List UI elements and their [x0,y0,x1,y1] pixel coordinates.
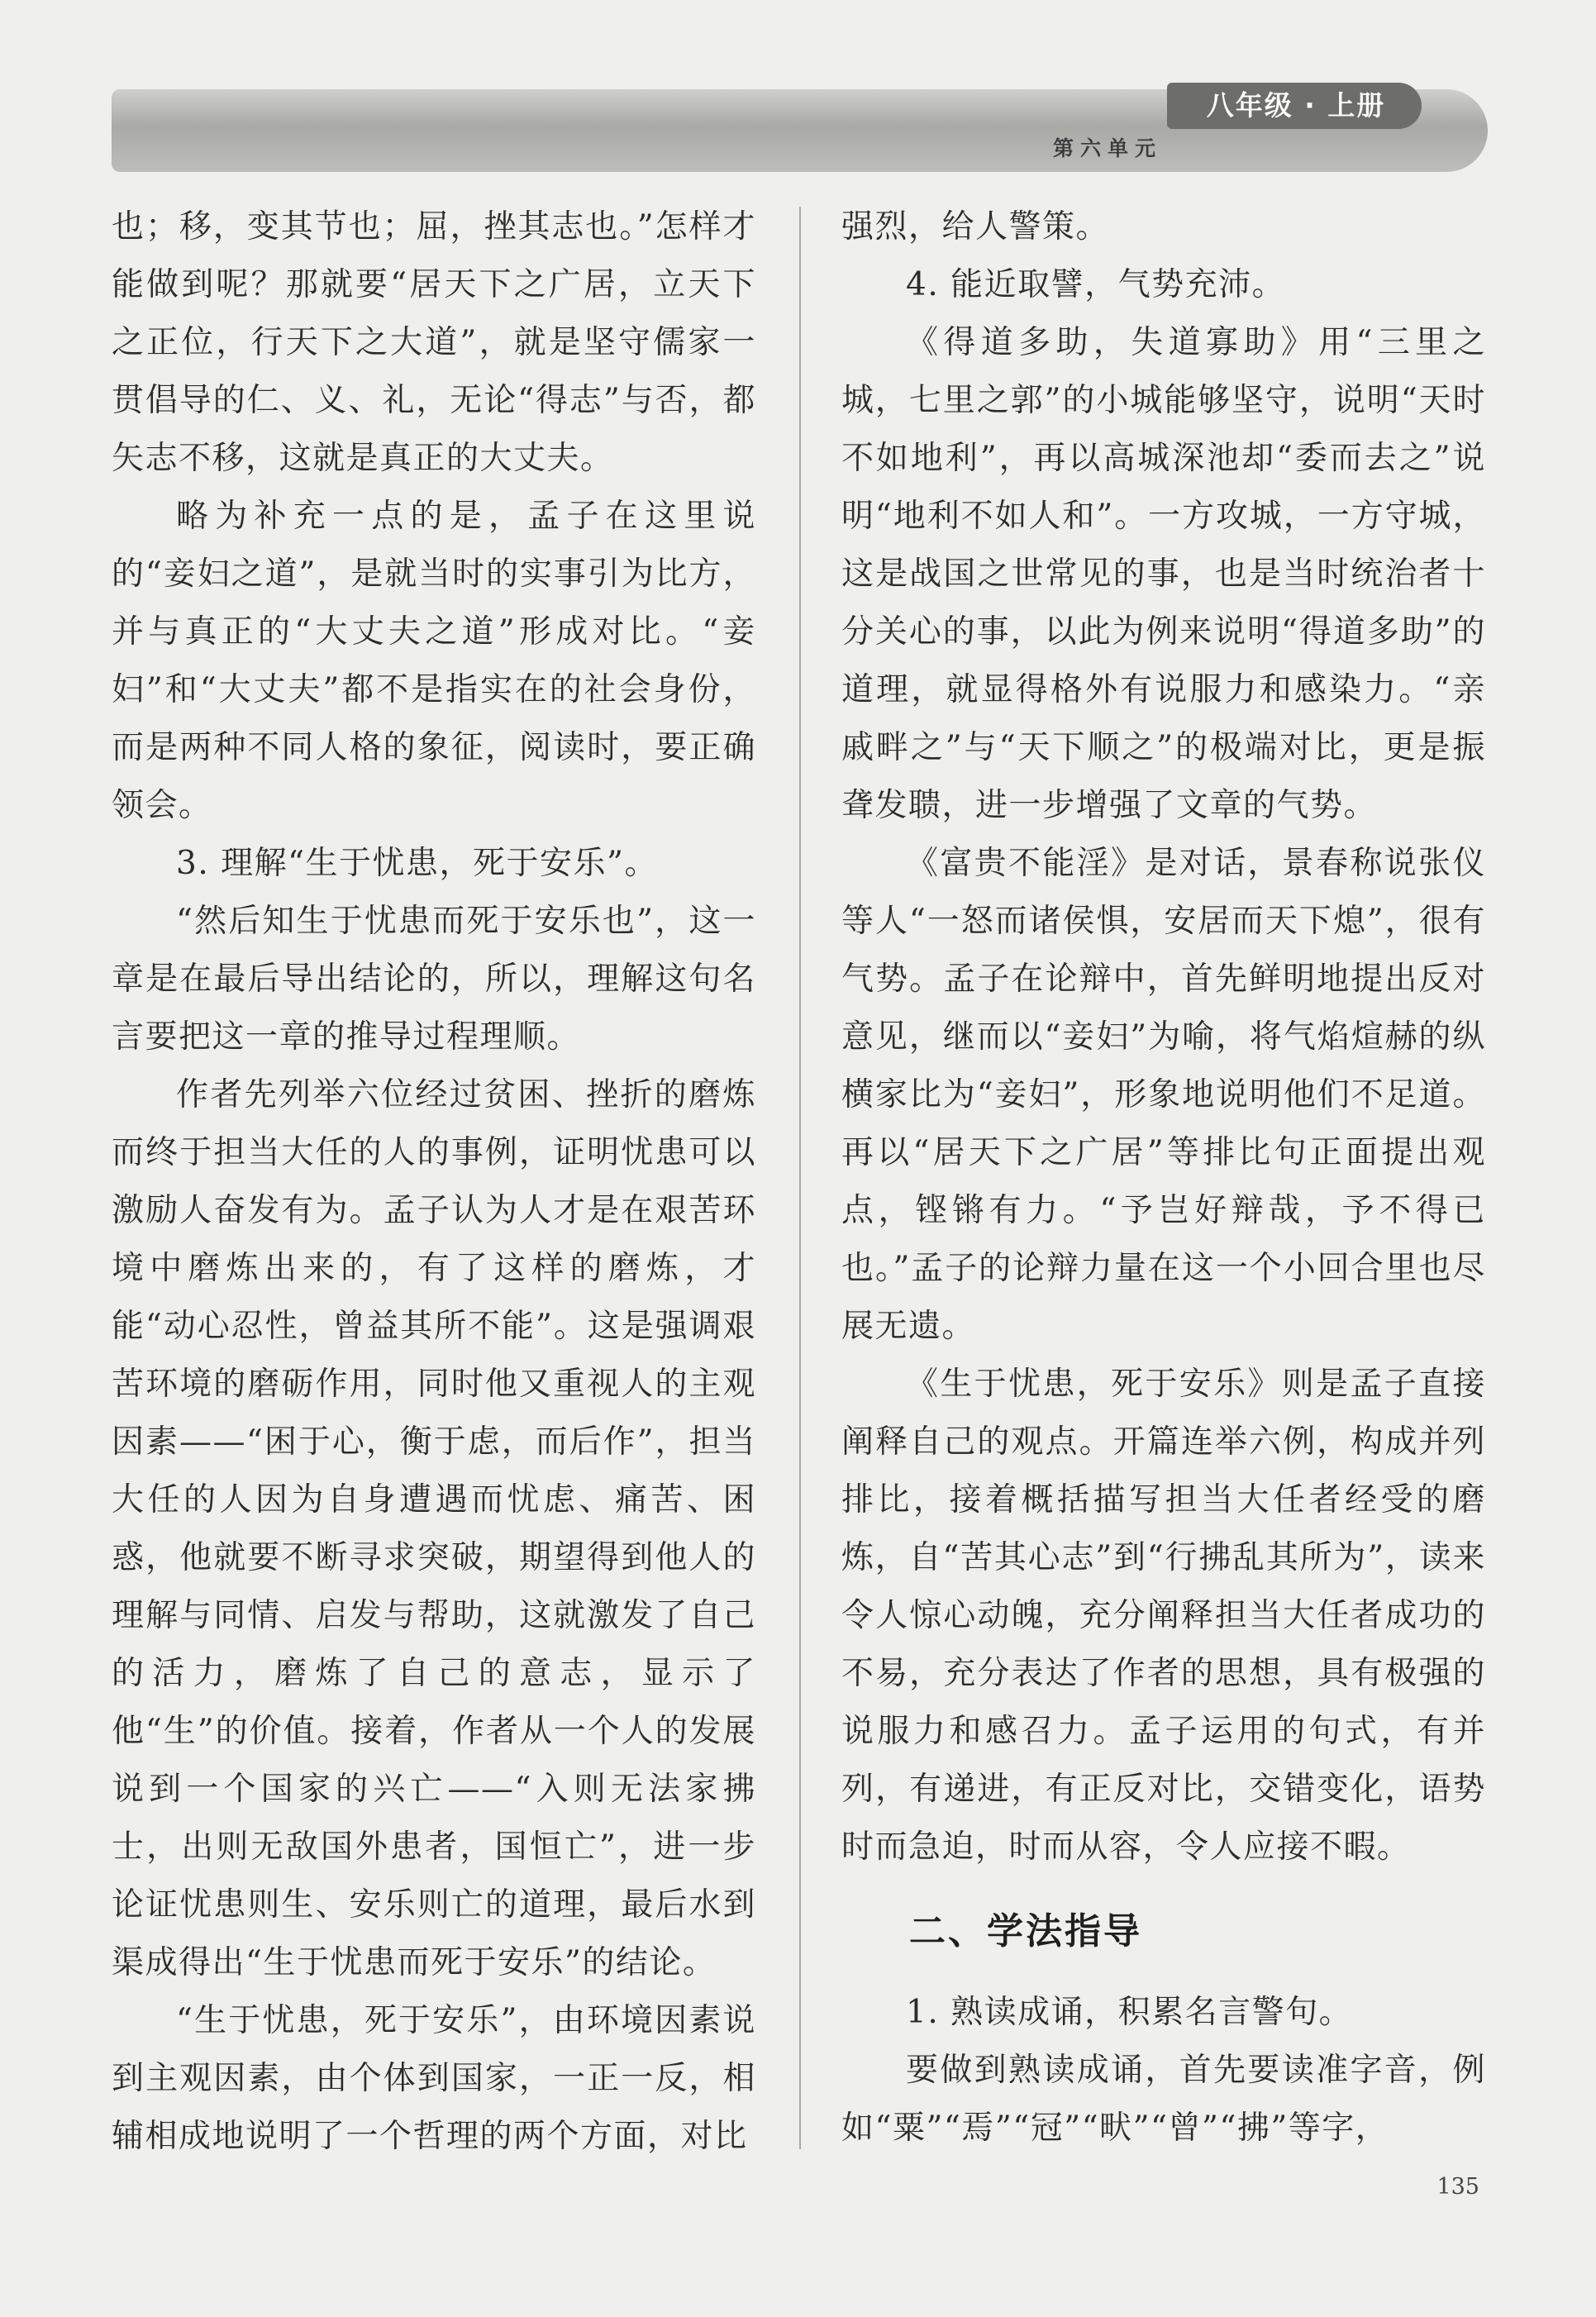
unit-label: 第六单元 [1052,136,1162,160]
left-column [112,198,756,2166]
subheading: 3. 理解“生于忧患，死于安乐”。 [176,845,658,882]
section-heading: 二、学法指导 [909,1910,1142,1952]
subheading: 1. 熟读成诵，积累名言警句。 [906,1994,1353,2031]
paragraph: 《富贵不能淫》是对话，景春称说张仪等人“一怒而诸侯惧，安居而天下熄”，很有气势。孟子在论辩中，首先鲜明地提出反对意见，继而以“妾妇”为喻，将气焰煊赫的纵横家比为“妾妇”，形象地说明他们不足道。再以“居天下之广居”等排比句正面提出观点，铿锵有力。“予岂好辩哉，予不得已也。”孟子的论辩力量在这一个小回合里也尽展无遗。 [841,845,1486,1345]
paragraph: 要做到熟读成诵，首先要读准字音，例如“粟”“焉”“冠”“畎”“曾”“拂”等字， [841,2052,1486,2147]
paragraph: 也；移，变其节也；屈，挫其志也。”怎样才能做到呢？那就要“居天下之广居，立天下之正位，行天下之大道”，就是坚守儒家一贯倡导的仁、义、礼，无论“得志”与否，都矢志不移，这就是真正的大丈夫。 [112,208,756,477]
paragraph: “然后知生于忧患而死于安乐也”，这一章是在最后导出结论的，所以，理解这句名言要把这一章的推导过程理顺。 [112,903,756,1056]
paragraph: 《生于忧患，死于安乐》则是孟子直接阐释自己的观点。开篇连举六例，构成并列排比，接着概括描写担当大任者经受的磨炼，自“苦其心志”到“行拂乱其所为”，读来令人惊心动魄，充分阐释担当大任者成功的不易，充分表达了作者的思想，具有极强的说服力和感召力。孟子运用的句式，有并列，有递进，有正反对比，交错变化，语势时而急迫，时而从容，令人应接不暇。 [841,1366,1486,1866]
grade-label: 八年级 · 上册 [1206,89,1386,122]
right-column [841,198,1486,2157]
paragraph: “生于忧患，死于安乐”，由环境因素说到主观因素，由个体到国家，一正一反，相辅相成地说明了一个哲理的两个方面，对比 [112,2002,756,2155]
page-number: 135 [1436,2174,1479,2200]
subheading: 4. 能近取譬，气势充沛。 [906,266,1286,303]
paragraph: 强烈，给人警策。 [841,208,1110,246]
paragraph: 略为补充一点的是，孟子在这里说的“妾妇之道”，是就当时的实事引为比方，并与真正的“大丈夫之道”形成对比。“妾妇”和“大丈夫”都不是指实在的社会身份，而是两种不同人格的象征，阅读时，要正确领会。 [112,498,756,824]
column-divider [799,207,801,2149]
paragraph: 作者先列举六位经过贫困、挫折的磨炼而终于担当大任的人的事例，证明忧患可以激励人奋发有为。孟子认为人才是在艰苦环境中磨炼出来的，有了这样的磨炼，才能“动心忍性，曾益其所不能”。这是强调艰苦环境的磨砺作用，同时他又重视人的主观因素——“困于心，衡于虑，而后作”，担当大任的人因为自身遭遇而忧虑、痛苦、困惑，他就要不断寻求突破，期望得到他人的理解与同情、启发与帮助，这就激发了自己的活力，磨炼了自己的意志，显示了他“生”的价值。接着，作者从一个人的发展说到一个国家的兴亡——“入则无法家拂士，出则无敌国外患者，国恒亡”，进一步论证忧患则生、安乐则亡的道理，最后水到渠成得出“生于忧患而死于安乐”的结论。 [112,1076,756,1981]
paragraph: 《得道多助，失道寡助》用“三里之城，七里之郭”的小城能够坚守，说明“天时不如地利”，再以高城深池却“委而去之”说明“地利不如人和”。一方攻城，一方守城，这是战国之世常见的事，也是当时统治者十分关心的事，以此为例来说明“得道多助”的道理，就显得格外有说服力和感染力。“亲戚畔之”与“天下顺之”的极端对比，更是振聋发聩，进一步增强了文章的气势。 [841,324,1486,824]
